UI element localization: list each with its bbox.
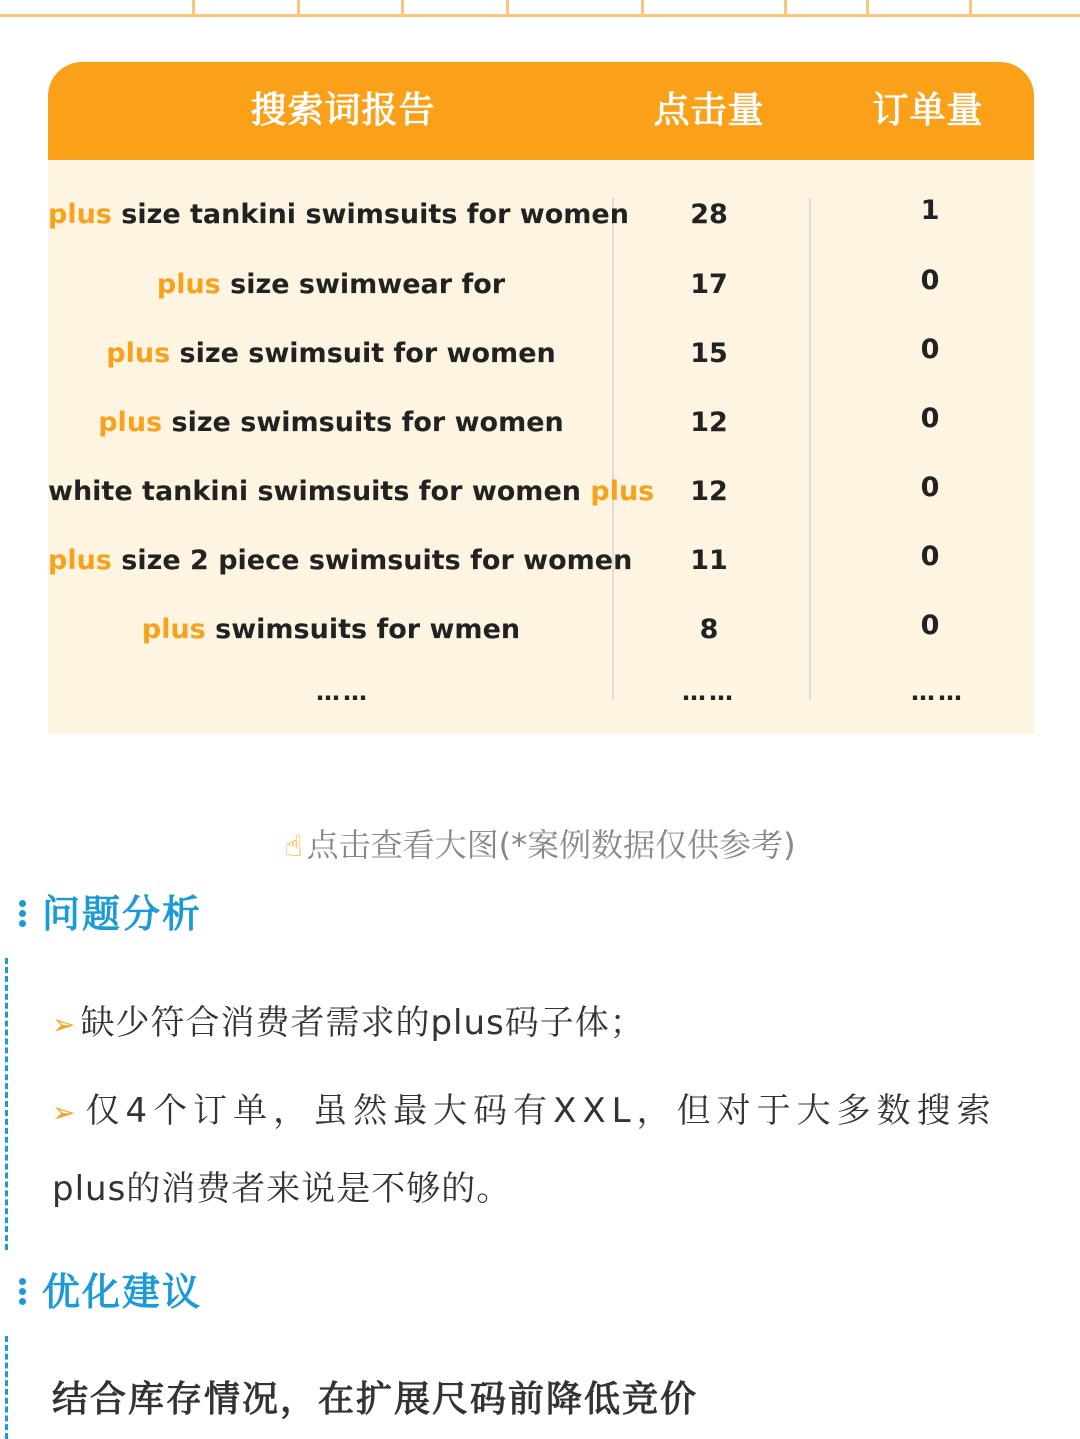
- keyword-text: size tankini swimsuits for women: [111, 199, 629, 230]
- search-term-cell: [48, 526, 633, 595]
- table-row: [48, 180, 1034, 249]
- table-divider: [192, 0, 195, 17]
- section-dashed-line: [5, 958, 8, 1250]
- heading-marker-icon: [18, 1276, 28, 1306]
- clicks-cell: 8: [699, 614, 719, 645]
- search-term-cell: [48, 595, 614, 664]
- keyword-text: swimsuits for wmen: [205, 614, 521, 645]
- keyword-highlight: plus: [106, 338, 171, 369]
- search-term-cell: [48, 250, 614, 319]
- pointing-hand-icon: ☝: [284, 829, 303, 864]
- ellipsis: ……: [316, 678, 370, 706]
- section-heading-optimization: [18, 1264, 202, 1320]
- clicks-cell: 11: [690, 545, 728, 576]
- keyword-highlight: plus: [141, 614, 206, 645]
- keyword-highlight: plus: [98, 407, 163, 438]
- orders-cell: 0: [920, 610, 940, 641]
- orders-cell: 0: [920, 403, 940, 434]
- arrow-right-icon: ➢: [52, 1008, 77, 1041]
- table-row-ellipsis: [48, 658, 1034, 727]
- table-border-line: [0, 14, 1080, 17]
- keyword-highlight: plus: [48, 545, 112, 576]
- keyword-highlight: plus: [48, 199, 112, 230]
- search-term-cell: [48, 319, 614, 388]
- keyword-text: size 2 piece swimsuits for women: [111, 545, 633, 576]
- heading-marker-icon: [18, 898, 28, 928]
- header-orders: 订单量: [872, 90, 984, 131]
- section-heading-problem-analysis: [18, 886, 202, 942]
- table-divider: [401, 0, 404, 17]
- previous-table-bottom-edge: [0, 0, 1080, 18]
- clicks-cell: 28: [690, 199, 728, 230]
- header-search-term: 搜索词报告: [250, 90, 436, 131]
- clicks-cell: 12: [690, 476, 728, 507]
- analysis-item: [52, 1072, 1062, 1152]
- analysis-item-continued: plus的消费者来说是不够的。: [52, 1169, 512, 1209]
- orders-cell: 0: [920, 265, 940, 296]
- keyword-text: size swimwear for: [220, 269, 506, 300]
- analysis-item-text: 缺少符合消费者需求的plus码子体；: [80, 1003, 645, 1043]
- ellipsis: ……: [911, 678, 965, 706]
- table-divider: [866, 0, 869, 17]
- section-title: 优化建议: [42, 1270, 203, 1314]
- orders-cell: 0: [920, 541, 940, 572]
- table-divider: [506, 0, 509, 17]
- keyword-highlight: plus: [590, 476, 655, 507]
- search-term-cell: [48, 457, 655, 526]
- table-divider: [784, 0, 787, 17]
- table-row: [48, 595, 1034, 664]
- keyword-text: size swimsuits for women: [162, 407, 564, 438]
- analysis-item-text: 仅4个订单，虽然最大码有XXL，但对于大多数搜索: [85, 1091, 997, 1131]
- table-row: [48, 526, 1034, 595]
- caption-text: 点击查看大图(*案例数据仅供参考): [306, 826, 796, 864]
- orders-cell: 0: [920, 472, 940, 503]
- search-term-cell: [48, 180, 629, 249]
- image-caption[interactable]: [0, 822, 1080, 868]
- optimization-text: 结合库存情况，在扩展尺码前降低竞价: [52, 1379, 699, 1420]
- table-row: [48, 250, 1034, 319]
- section-title: 问题分析: [42, 892, 203, 936]
- keyword-highlight: plus: [156, 269, 221, 300]
- search-term-cell: [48, 388, 614, 457]
- keyword-text: white tankini swimsuits for women: [48, 476, 591, 507]
- clicks-cell: 17: [690, 269, 728, 300]
- table-row: [48, 388, 1034, 457]
- clicks-cell: 12: [690, 407, 728, 438]
- orders-cell: 1: [920, 195, 940, 226]
- table-divider: [297, 0, 300, 17]
- orders-cell: 0: [920, 334, 940, 365]
- arrow-right-icon: ➢: [52, 1096, 82, 1129]
- table-divider: [969, 0, 972, 17]
- header-clicks: 点击量: [653, 90, 765, 131]
- clicks-cell: 15: [690, 338, 728, 369]
- table-row: [48, 457, 1034, 526]
- ellipsis: ……: [682, 678, 736, 706]
- table-divider: [641, 0, 644, 17]
- keyword-text: size swimsuit for women: [170, 338, 556, 369]
- search-term-report-table[interactable]: [48, 62, 1034, 734]
- table-header: [48, 62, 1034, 160]
- analysis-item: [52, 984, 1062, 1064]
- table-row: [48, 319, 1034, 388]
- section-dashed-line: [5, 1336, 8, 1439]
